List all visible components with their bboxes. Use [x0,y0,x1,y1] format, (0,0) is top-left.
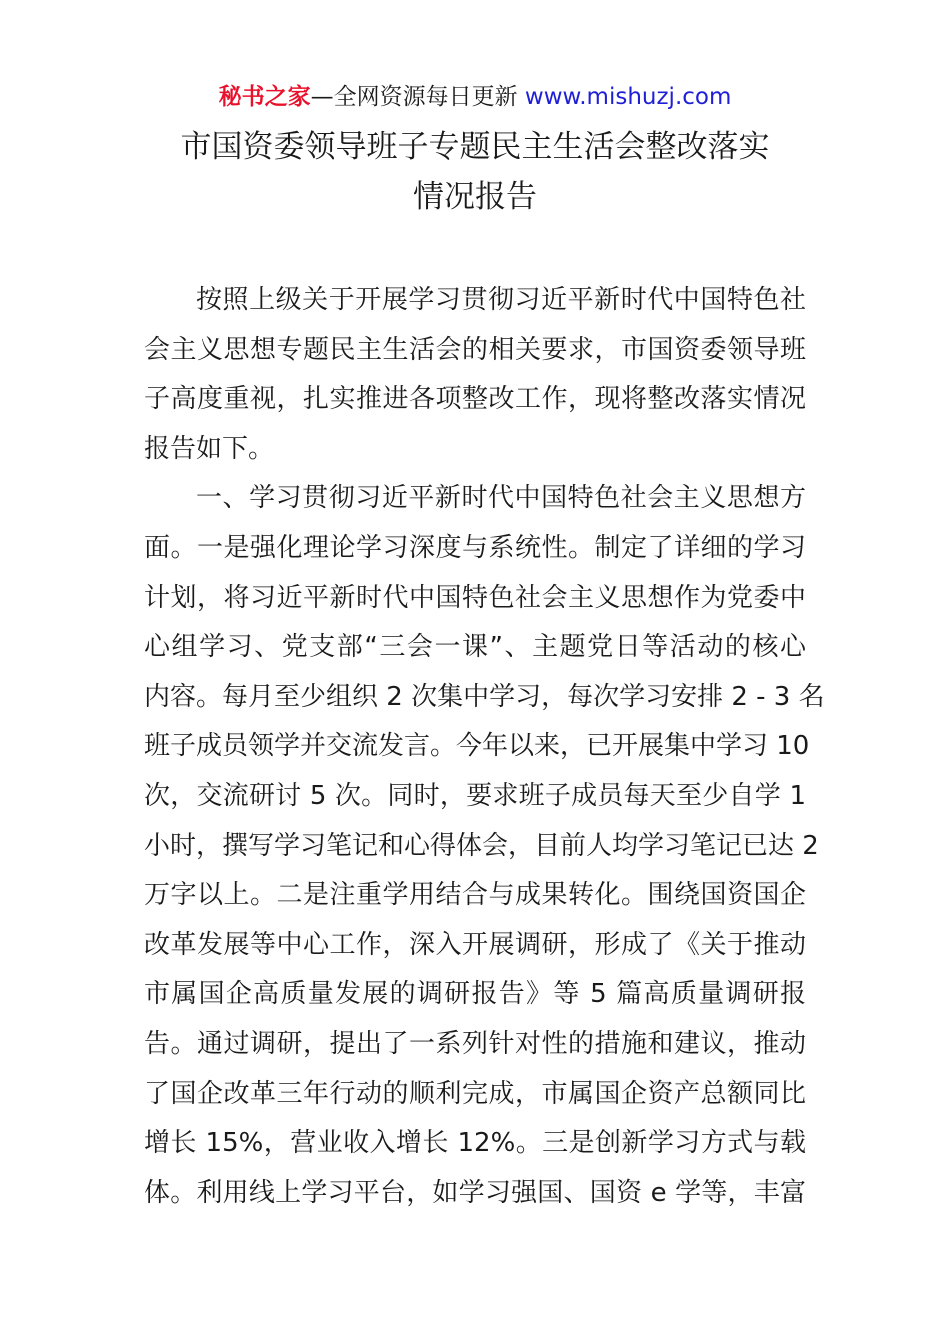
paragraph-2-line: 面。一是强化理论学习深度与系统性。制定了详细的学习 [144,532,806,563]
paragraph-2-line: 改革发展等中心工作，深入开展调研，形成了《关于推动 [144,929,806,960]
paragraph-2-line: 内容。每月至少组织 2 次集中学习，每次学习安排 2 - 3 名 [144,681,825,712]
paragraph-1-line: 会主义思想专题民主生活会的相关要求，市国资委领导班 [144,334,806,365]
header-tagline: —全网资源每日更新 [310,84,525,110]
site-header [0,80,950,114]
paragraph-1-line: 子高度重视，扎实推进各项整改工作，现将整改落实情况 [144,384,806,415]
paragraph-2-line: 万字以上。二是注重学用结合与成果转化。围绕国资国企 [144,880,806,911]
paragraph-2-line: 增长 15%，营业收入增长 12%。三是创新学习方式与载 [144,1128,806,1159]
paragraph-2-line: 一、学习贯彻习近平新时代中国特色社会主义思想方 [196,483,806,514]
paragraph-2-line: 计划，将习近平新时代中国特色社会主义思想作为党委中 [144,582,806,613]
paragraph-2-line: 次，交流研讨 5 次。同时，要求班子成员每天至少自学 1 [144,780,806,811]
paragraph-2-line: 告。通过调研，提出了一系列针对性的措施和建议，推动 [144,1028,806,1059]
site-url-link[interactable]: www.mishuzj.com [524,84,732,110]
paragraph-2-line: 体。利用线上学习平台，如学习强国、国资 e 学等，丰富 [144,1177,806,1208]
paragraph-2-line: 小时，撰写学习笔记和心得体会，目前人均学习笔记已达 2 [144,830,819,861]
paragraph-1-line: 报告如下。 [144,433,275,464]
paragraph-2-line: 心组学习、党支部“三会一课”、主题党日等活动的核心 [144,632,806,663]
document-body [144,276,825,1218]
title-line-1: 市国资委领导班子专题民主生活会整改落实 [180,129,770,165]
paragraph-2-line: 了国企改革三年行动的顺利完成，市属国企资产总额同比 [144,1078,806,1109]
paragraph-1-line: 按照上级关于开展学习贯彻习近平新时代中国特色社 [196,285,806,315]
document-title [100,122,850,222]
paragraph-2-line: 班子成员领学并交流发言。今年以来，已开展集中学习 10 [144,731,810,762]
brand-name: 秘书之家 [218,84,311,110]
paragraph-2-line: 市属国企高质量发展的调研报告》等 5 篇高质量调研报 [144,979,806,1010]
title-line-2: 情况报告 [413,179,537,215]
